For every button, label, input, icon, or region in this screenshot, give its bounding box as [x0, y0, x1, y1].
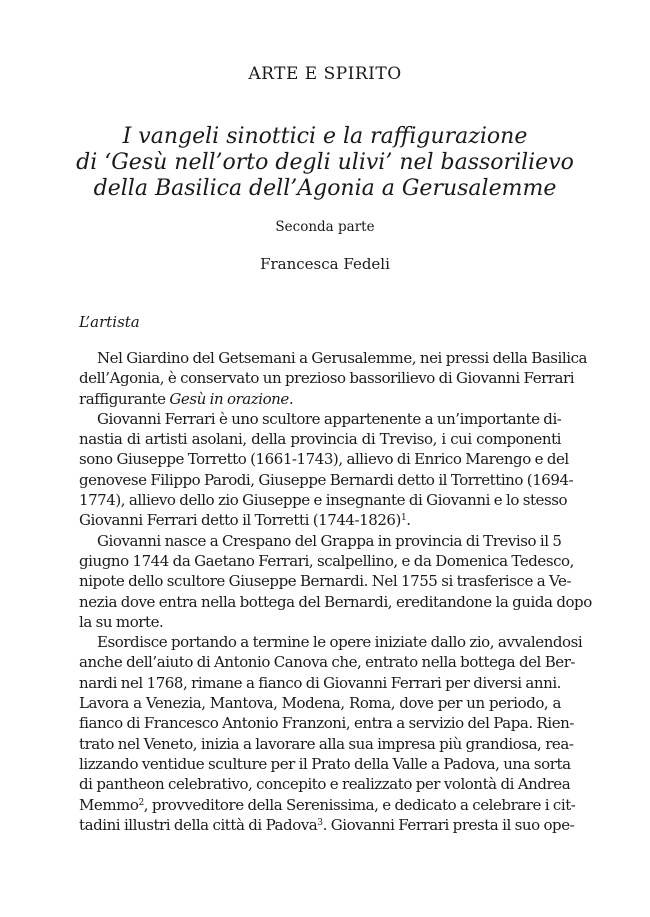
text-line: sono Giuseppe Torretto (1661-1743), allievo di Enrico Marengo e del [79, 450, 569, 469]
article-body [79, 348, 592, 835]
italic-title-reference: Gesù in orazione [169, 389, 289, 408]
text-line: Esordisce portando a termine le opere iniziate dallo zio, avvalendosi [97, 633, 583, 652]
paragraph [79, 409, 574, 531]
text-line: fianco di Francesco Antonio Franzoni, entra a servizio del Papa. Rien- [79, 714, 574, 733]
text-line: Nel Giardino del Getsemani a Gerusalemme, nei pressi della Basilica [97, 349, 588, 367]
text-line: Giovanni Ferrari è uno scultore appartenente a un’importante di- [97, 409, 562, 428]
text-line: nezia dove entra nella bottega del Bernardi, ereditandone la guida dopo [79, 592, 592, 611]
article-subtitle: Seconda parte [275, 219, 375, 235]
text-line [79, 795, 576, 815]
article-title [60, 124, 590, 202]
text-fragment: . [406, 511, 411, 530]
text-line: nastia di artisti asolani, della provincia di Treviso, i cui componenti [79, 430, 561, 449]
title-line: della Basilica dell’Agonia a Gerusalemme [93, 176, 557, 201]
text-fragment: raffigurante [79, 389, 170, 408]
title-line: di ‘Gesù nell’orto degli ulivi’ nel bassorilievo [76, 150, 574, 175]
text-line [79, 389, 561, 409]
footnote-ref[interactable]: 2 [138, 797, 144, 808]
running-header: ARTE E SPIRITO [248, 64, 402, 84]
text-line [79, 510, 561, 530]
footnote-ref[interactable]: 3 [317, 817, 323, 828]
text-line: genovese Filippo Parodi, Giuseppe Bernardi detto il Torrettino (1694- [79, 470, 574, 489]
text-line: lizzando ventidue sculture per il Prato della Valle a Padova, una sorta [79, 754, 571, 773]
text-line: Lavora a Venezia, Mantova, Modena, Roma, dove per un periodo, a [79, 694, 561, 713]
text-fragment: , provveditore della Serenissima, e dedicato a celebrare i cit- [143, 795, 576, 814]
text-line: nardi nel 1768, rimane a fianco di Giovanni Ferrari per diversi anni. [79, 673, 561, 692]
text-line: nipote dello scultore Giuseppe Bernardi. Nel 1755 si trasferisce a Ve- [79, 572, 572, 591]
text-line: giugno 1744 da Gaetano Ferrari, scalpellino, e da Domenica Tedesco, [79, 551, 574, 570]
text-fragment: . [288, 389, 294, 408]
text-line: trato nel Veneto, inizia a lavorare alla sua impresa più grandiosa, rea- [79, 734, 574, 753]
paragraph [79, 531, 592, 632]
text-line: la su morte. [79, 612, 164, 631]
paragraph [79, 632, 583, 835]
text-fragment: . Giovanni Ferrari presta il suo ope- [322, 815, 575, 834]
text-fragment: Giovanni Ferrari detto il Torretti (1744-1826) [79, 511, 401, 530]
text-line: dell’Agonia, è conservato un prezioso bassorilievo di Giovanni Ferrari [79, 369, 575, 388]
text-fragment: Memmo [79, 795, 139, 814]
section-heading: L’artista [79, 313, 140, 331]
title-line: I vangeli sinottici e la raffigurazione [122, 124, 528, 149]
author-name: Francesca Fedeli [260, 255, 390, 273]
text-line [79, 815, 575, 835]
footnote-ref[interactable]: 1 [400, 513, 407, 524]
text-line: Giovanni nasce a Crespano del Grappa in provincia di Treviso il 5 [97, 531, 562, 550]
text-line: 1774), allievo dello zio Giuseppe e insegnante di Giovanni e lo stesso [79, 491, 568, 510]
text-fragment: tadini illustri della città di Padova [79, 815, 318, 834]
text-line: di pantheon celebrativo, concepito e realizzato per volontà di Andrea [79, 775, 571, 794]
paragraph [79, 348, 588, 409]
text-line: anche dell’aiuto di Antonio Canova che, entrato nella bottega del Ber- [79, 653, 576, 672]
